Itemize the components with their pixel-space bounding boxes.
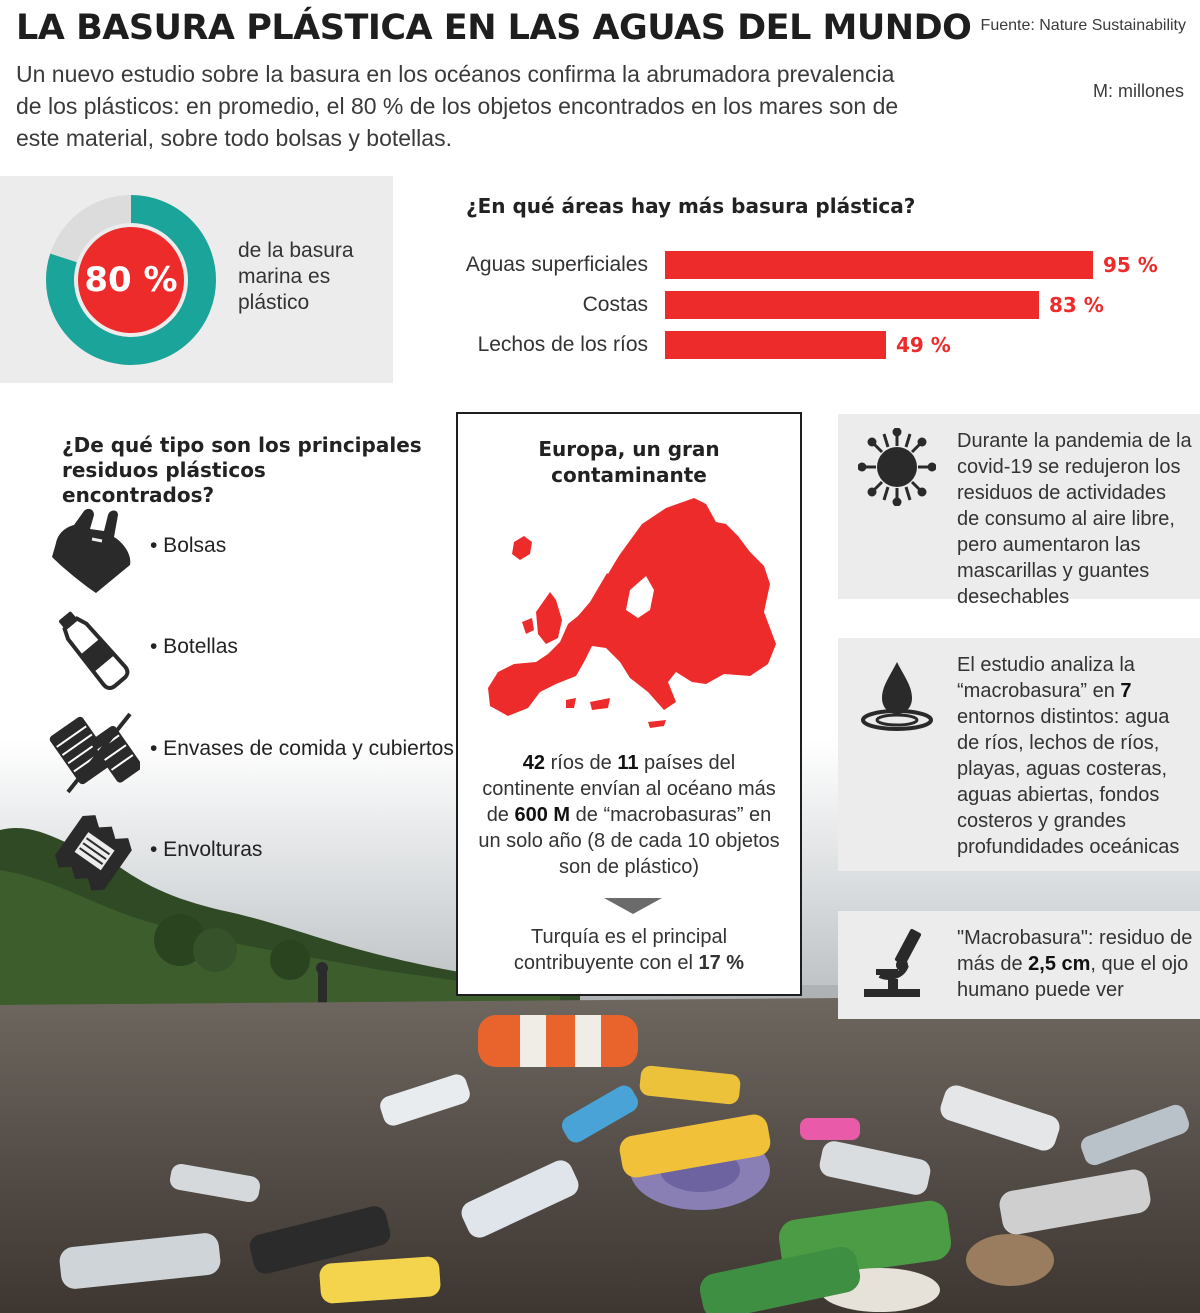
type-label: • Bolsas xyxy=(150,534,227,557)
type-label: • Envases de comida y cubiertos xyxy=(150,737,454,760)
wrapper-icon xyxy=(44,807,140,897)
countries-count: 11 xyxy=(617,752,639,774)
bar-category-label: Aguas superficiales xyxy=(465,253,648,276)
bar-mark xyxy=(665,331,886,359)
amount-text: de “macrobasuras” en un solo año (8 de cada 10 objetos son de plástico) xyxy=(478,804,780,878)
europe-rivers-text xyxy=(474,750,784,880)
definition-lead: "Macrobasura": residuo de más de xyxy=(957,927,1193,975)
page-title: LA BASURA PLÁSTICA EN LAS AGUAS DEL MUNDO xyxy=(16,8,972,48)
turkey-text xyxy=(474,924,784,976)
type-label: • Envolturas xyxy=(150,838,263,861)
pandemic-panel xyxy=(838,414,1200,608)
page-subtitle: Un nuevo estudio sobre la basura en los océanos confirma la abrumadora prevalencia de los plásticos: en promedio, el 80 % de los objetos encontrados en los mares son de este material, sobre todo bolsas y botellas. xyxy=(16,61,899,151)
turkey-percent: 17 % xyxy=(698,952,745,974)
bottle-icon xyxy=(44,604,140,694)
europe-title: Europa, un gran contaminante xyxy=(538,437,720,487)
units-note: M: millones xyxy=(1092,81,1184,101)
donut-caption: de la basura marina es plástico xyxy=(238,239,354,314)
water-drop-icon xyxy=(858,660,936,738)
bar-category-label: Lechos de los ríos xyxy=(477,333,648,356)
environments-panel xyxy=(838,638,1200,871)
europe-panel xyxy=(456,412,802,996)
definition-size: 2,5 cm xyxy=(1028,953,1091,975)
pandemic-text: Durante la pandemia de la covid-19 se redujeron los residuos de actividades de consumo al aire libre, pero aumentaron las mascarillas y guantes desechables xyxy=(957,430,1192,608)
bar-value-label: 49 % xyxy=(896,333,951,357)
definition-panel xyxy=(838,911,1200,1019)
definition-text xyxy=(957,925,1193,1003)
environments-lead: El estudio analiza la “macrobasura” en xyxy=(957,654,1135,702)
europe-map xyxy=(480,494,780,734)
rivers-text: ríos de xyxy=(545,752,618,774)
bar-mark xyxy=(665,251,1093,279)
down-arrow-icon xyxy=(604,898,662,914)
macrotrash-amount: 600 M xyxy=(514,804,571,826)
type-item-botellas xyxy=(44,604,444,694)
definition-tail: , que el ojo humano puede ver xyxy=(957,953,1189,1001)
turkey-lead: Turquía es el principal contribuyente con el xyxy=(513,926,728,974)
environments-list: entornos distintos: agua de ríos, lechos de ríos, playas, aguas costeras, aguas abiertas, fondos costeros y grandes profundidades oceánicas xyxy=(957,706,1180,858)
rivers-count: 42 xyxy=(522,752,546,774)
environments-text xyxy=(957,652,1193,860)
virus-icon xyxy=(858,428,936,506)
donut-value-label: 80 % xyxy=(84,260,178,300)
type-item-envases xyxy=(44,706,454,796)
bar-value-label: 83 % xyxy=(1049,293,1104,317)
bar-mark xyxy=(665,291,1039,319)
environments-count: 7 xyxy=(1120,680,1132,702)
food-container-cutlery-icon xyxy=(44,706,140,796)
bar-value-label: 95 % xyxy=(1103,253,1158,277)
type-item-bolsas xyxy=(44,503,444,593)
types-title: ¿De qué tipo son los principales residuos plásticos encontrados? xyxy=(62,433,422,507)
type-item-envolturas xyxy=(44,807,444,897)
microscope-icon xyxy=(858,923,936,1001)
plastic-bag-icon xyxy=(44,503,140,593)
bar-chart-title: ¿En qué áreas hay más basura plástica? xyxy=(466,194,916,218)
type-label: • Botellas xyxy=(150,635,238,658)
source-note: Fuente: Nature Sustainability xyxy=(980,17,1186,34)
plastic-share-panel xyxy=(0,176,393,383)
countries-text: países del continente envían al océano más de xyxy=(482,752,776,826)
bar-category-label: Costas xyxy=(582,293,648,316)
